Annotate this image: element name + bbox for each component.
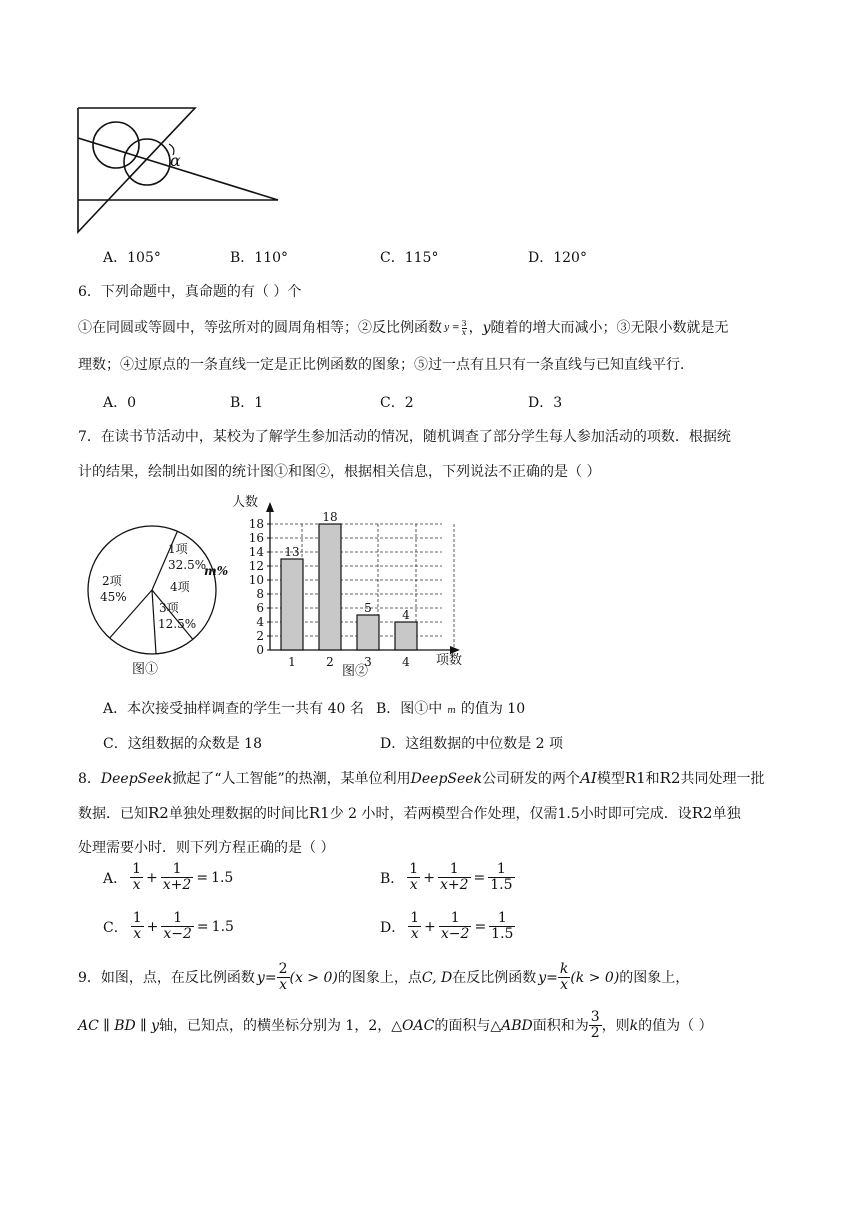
bar-ylabel: 人数 [232, 495, 259, 510]
q6-option-c[interactable] [380, 392, 414, 412]
q7-option-b-label: B． [376, 701, 401, 717]
q9-f2-numerator: k [559, 961, 569, 977]
q6-option-b-value: 1 [254, 395, 264, 411]
bar-y-tick-label: 8 [256, 587, 264, 601]
q8-option-d-label: D． [380, 919, 406, 936]
q8-option-d[interactable]: D． $\frac{1}{x}$ + $\frac{1}{x-2}$ = $\frac{1}{1.5}$ [380, 910, 514, 942]
bar-rect [357, 615, 379, 650]
q9-var-k: k [629, 1017, 639, 1034]
q9-f2-denominator: x [560, 977, 569, 993]
q6-line-1-text-b: 随着的增大而减小；③无限小数就是无 [490, 320, 729, 336]
q5-option-a-label: A． [103, 250, 128, 266]
q6-option-d[interactable] [528, 392, 562, 412]
pie-slice-label: 1项 [168, 542, 188, 556]
bar-rect [281, 559, 303, 650]
q5-option-b-value: 110° [254, 250, 289, 266]
q6-func-fraction [462, 320, 467, 337]
q5-option-d[interactable] [528, 247, 587, 267]
q7-option-d-label: D． [380, 736, 406, 752]
pie-slice-label: 2项 [102, 574, 122, 588]
pie-slice-label: 4项 [170, 580, 190, 594]
q7-option-a-value: 本次接受抽样调查的学生一共有 40 名 [127, 701, 364, 717]
q8-option-a-label: A． [103, 870, 128, 887]
bar-rect [319, 524, 341, 650]
q7-option-b-value: 图①中 [400, 701, 443, 717]
q7-option-b-tail: 的值为 10 [460, 701, 526, 717]
bar-category-label: 2 [326, 655, 334, 669]
q8-option-c[interactable]: C． $\frac{1}{x}$ + $\frac{1}{x-2}$ = 1.5 [103, 910, 234, 942]
alpha-label: α [170, 151, 181, 170]
q8-deepseek-1: DeepSeek [100, 771, 173, 787]
q8-line-1: 8．DeepSeek掀起了“人工智能”的热潮，某单位利用DeepSeek公司研发的两个AI模型R1和R2共同处理一批 [78, 769, 765, 787]
q8-option-a[interactable]: A． $\frac{1}{x}$ + $\frac{1}{x+2}$ = 1.5 [103, 861, 234, 893]
bar-value-label: 5 [364, 601, 372, 615]
q6-func-denominator: x [461, 327, 467, 337]
q7-option-c-label: C． [103, 736, 128, 752]
q9-f2-domain: (k > 0) [570, 969, 620, 986]
q5-option-d-label: D． [528, 250, 554, 266]
pie-chart [80, 525, 230, 680]
bar-y-tick-label: 12 [248, 559, 264, 573]
q6-line-2: 理数；④过原点的一条直线一定是正比例函数的图象；⑤过一点有且只有一条直线与已知直线平行． [78, 357, 694, 373]
q9-f1-denominator: x [279, 977, 287, 993]
bar-category-label: 1 [288, 655, 296, 669]
q6-line-1: ①在同圆或等圆中，等弦所对的圆周角相等；②反比例函数 y = $\frac{3}{x}$ ， y 随着的增大而减小；③无限小数就是无 [78, 318, 729, 337]
bar-value-label: 18 [322, 510, 338, 524]
q9-points-cd: C, D [421, 969, 453, 986]
q5-option-b[interactable] [230, 247, 288, 267]
q6-stem: 6．下列命题中，真命题的有（ ）个 [78, 284, 302, 300]
q5-geometry-figure [70, 100, 290, 240]
bar-xlabel: 项数 [436, 653, 463, 668]
q8-option-c-label: C． [103, 919, 128, 936]
pie-slice-label: 3项 [159, 601, 179, 615]
bar-y-arrow [266, 502, 274, 512]
bar-category-label: 4 [402, 655, 410, 669]
q9-tri-abd: △ABD [490, 1017, 533, 1034]
q8-option-b[interactable]: B． $\frac{1}{x}$ + $\frac{1}{x+2}$ = $\frac{1}{1.5}$ [380, 861, 513, 893]
q7-option-a-label: A． [103, 701, 128, 717]
q8-r1: R1 [624, 769, 646, 787]
q6-option-c-value: 2 [404, 395, 414, 411]
q7-option-a[interactable] [103, 698, 364, 718]
q8-option-b-label: B． [380, 870, 405, 887]
q8-deepseek-2: DeepSeek [410, 771, 483, 787]
q5-option-b-label: B． [230, 250, 255, 266]
q5-option-c[interactable] [380, 247, 438, 267]
pie-slice-pct: m% [204, 564, 229, 578]
pie-slice-edge [152, 590, 156, 654]
q6-func-y: y = [444, 323, 460, 333]
bar-caption: 图② [342, 664, 369, 679]
pie-slice-pct: 32.5% [168, 558, 207, 572]
bar-y-tick-label: 10 [248, 573, 264, 587]
q8-r2: R2 [659, 769, 681, 787]
q9-tri-oac: △OAC [391, 1017, 435, 1034]
q6-option-d-label: D． [528, 395, 554, 411]
q7-line-2: 计的结果，绘制出如图的统计图①和图②，根据相关信息，下列说法不正确的是（ ） [78, 464, 601, 480]
pie-caption: 图① [132, 662, 159, 677]
q8-line-3: 处理需要小时．则下列方程正确的是（ ） [78, 840, 335, 856]
q9-parallel: AC ∥ BD ∥ y [78, 1017, 159, 1034]
bar-y-tick-label: 6 [256, 601, 264, 615]
pie-slice-pct: 12.5% [158, 617, 197, 631]
bar-y-tick-label: 0 [256, 643, 264, 657]
bar-y-tick-label: 16 [248, 531, 264, 545]
q5-option-a-value: 105° [127, 250, 161, 266]
q9-f1-numerator: 2 [278, 961, 288, 977]
q7-option-b-var: m [447, 706, 456, 716]
q9-line-2: AC ∥ BD ∥ y 轴，已知点，的横坐标分别为 1，2， △OAC 的面积与 △ABD 面积和为 $\frac{3}{2}$ ，则 k 的值为（ ） [78, 1009, 713, 1041]
q5-option-c-value: 115° [404, 250, 439, 266]
bar-category-label: 3 [364, 655, 372, 669]
q8-line-2: 数据．已知R2单独处理数据的时间比R1少 2 小时，若两模型合作处理，仅需1.5小时即可完成．设R2单独 [78, 804, 741, 822]
q9-line-1: 9．如图，点，在反比例函数 y = $\frac{2}{x}$ (x > 0) 的图象上，点 C, D 在反比例函数 y = $\frac{k}{x}$ (k > 0) 的图象上， [78, 961, 690, 993]
bar-rect [395, 622, 417, 650]
q6-line-1-text-a: ①在同圆或等圆中，等弦所对的圆周角相等；②反比例函数 [78, 320, 442, 336]
q7-option-c[interactable] [103, 733, 262, 753]
bar-y-tick-label: 2 [256, 629, 264, 643]
q5-option-d-value: 120° [553, 250, 587, 266]
q6-option-b-label: B． [230, 395, 255, 411]
q6-func-numerator: 3 [461, 318, 467, 328]
q7-line-1: 7．在读书节活动中，某校为了解学生参加活动的情况，随机调查了部分学生每人参加活动的项数．根据统 [78, 429, 731, 445]
q6-option-b[interactable] [230, 392, 263, 412]
pie-slice-pct: 45% [100, 590, 127, 604]
q6-option-a-value: 0 [127, 395, 137, 411]
bar-y-tick-label: 4 [256, 615, 264, 629]
q6-option-c-label: C． [380, 395, 405, 411]
q6-var-y: y [482, 320, 491, 336]
q6-option-a[interactable] [103, 392, 136, 412]
q6-option-a-label: A． [103, 395, 128, 411]
q9-f1-domain: (x > 0) [289, 969, 338, 986]
q5-option-a[interactable] [103, 247, 161, 267]
bar-chart [228, 490, 478, 680]
q7-option-d-value: 这组数据的中位数是 2 项 [405, 736, 564, 752]
q5-option-c-label: C． [380, 250, 405, 266]
q8-ai: AI [580, 769, 597, 787]
bar-value-label: 4 [402, 608, 410, 622]
q6-option-d-value: 3 [553, 395, 563, 411]
triangle-ruler-left [78, 108, 195, 232]
bar-y-tick-label: 14 [248, 545, 264, 559]
bar-y-tick-label: 18 [248, 517, 264, 531]
q7-option-d[interactable] [380, 733, 563, 753]
bar-value-label: 13 [284, 545, 300, 559]
q7-option-b[interactable] [376, 698, 525, 718]
q7-option-c-value: 这组数据的众数是 18 [127, 736, 262, 752]
